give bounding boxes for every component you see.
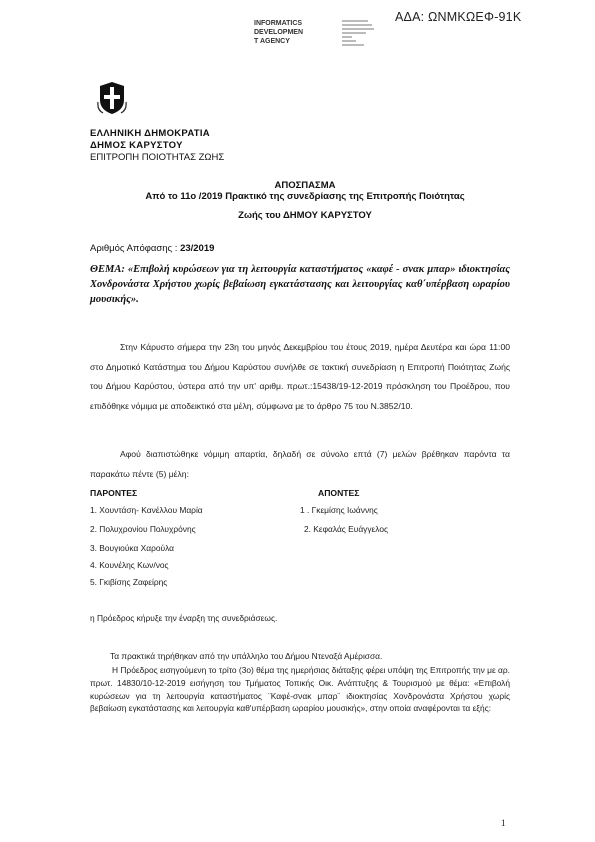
present-member: 4. Κουνέλης Κων/νος bbox=[90, 560, 169, 570]
absent-member: 2. Κεφαλάς Ευάγγελος bbox=[304, 524, 389, 534]
quorum-paragraph: Αφού διαπιστώθηκε νόμιμη απαρτία, δηλαδή σε σύνολο επτά (7) μελών βρέθηκαν παρόντα τα παρακάτω πέντε (5) μέλη: bbox=[90, 449, 510, 479]
minutes-recorder: Τα πρακτικά τηρήθηκαν από την υπάλληλο του Δήμου Ντεναξά Αμέρισσα. bbox=[110, 651, 383, 661]
present-member: 3. Βουγιούκα Χαρούλα bbox=[90, 543, 175, 553]
subject-text: ΘΕΜΑ: «Επιβολή κυρώσεων για τη λειτουργία καταστήματος «καφέ - σνακ μπαρ» ιδιοκτησίας Χονδρονάστα Χρήστου χωρίς βεβαίωση εγκατάστασης και λειτουργίας καθ΄υπέρβαση ωραρίου μουσικής». bbox=[90, 264, 510, 305]
issuer-header bbox=[90, 128, 224, 164]
present-member: 5. Γκιβίσης Ζαφείρης bbox=[90, 577, 168, 587]
page-number: 1 bbox=[501, 818, 506, 828]
present-member: 2. Πολυχρονίου Πολυχρόνης bbox=[90, 524, 196, 534]
absent-label: ΑΠΟΝΤΕΣ bbox=[318, 488, 360, 498]
meeting-paragraph: Στην Κάρυστο σήμερα την 23η του μηνός Δεκεμβρίου του έτους 2019, ημέρα Δευτέρα και ώρα 11:00 στο Δημοτικό Κατάστημα του Δήμου Καρύστου συνήλθε σε τακτική συνεδρίαση η Επιτροπή Ποιότητας Ζωής του Δήμου Καρύστου, ύστερα από την υπ' αριθμ. πρωτ.:15438/19-12-2019 πρόσκληση του Προέδρου, που επιδόθηκε νόμιμα με αποδεικτικό στα μέλη, σύμφωνα με το άρθρο 75 του Ν.3852/10. bbox=[90, 342, 510, 411]
committee-name: ΕΠΙΤΡΟΠΗ ΠΟΙΟΤΗΤΑΣ ΖΩΗΣ bbox=[90, 152, 225, 163]
agency-line-2: DEVELOPMEN bbox=[254, 29, 304, 36]
body-paragraph-1 bbox=[90, 338, 510, 416]
decision-label: Αριθμός Απόφασης : bbox=[90, 243, 178, 254]
title-line-1: Από το 11ο /2019 Πρακτικό της συνεδρίασης της Επιτροπής Ποιότητας bbox=[145, 191, 465, 202]
agency-stamp-smallprint bbox=[342, 19, 376, 50]
opening-statement: η Πρόεδρος κήρυξε την έναρξη της συνεδριάσεως. bbox=[90, 613, 278, 623]
municipality-name: ΔΗΜΟΣ ΚΑΡΥΣΤΟΥ bbox=[90, 140, 183, 151]
president-introduction: Η Πρόεδρος εισηγούμενη το τρίτο (3ο) θέμα της ημερήσιας διάταξης φέρει υπόψη της Επιτροπής την με αρ. πρωτ. 14830/10-12-2019 εισήγηση του Τμήματος Τοπικής Οικ. Ανάπτυξης & Τουρισμού με θέμα: «Επιβολή κυρώσεων για τη λειτουργία καταστήματος ¨Καφέ-σνακ μπαρ¨ ιδιοκτησίας Χονδρονάστα Χρήστου χωρίς βεβαίωση εγκατάστασης και λειτουργία καθ'υπέρβαση ωραρίου μουσικής», στην οποία αναφέρονται τα εξής: bbox=[90, 665, 510, 714]
document-title: ΑΠΟΣΠΑΣΜΑ bbox=[274, 180, 336, 191]
body-paragraph-2 bbox=[90, 445, 510, 484]
agency-line-1: INFORMATICS bbox=[254, 20, 303, 27]
title-line-2: Ζωής του ΔΗΜΟΥ ΚΑΡΥΣΤΟΥ bbox=[238, 210, 372, 221]
present-member: 1. Χουντάση- Κανέλλου Μαρία bbox=[90, 505, 203, 515]
greek-coat-of-arms-icon bbox=[97, 80, 127, 116]
republic-name: ΕΛΛΗΝΙΚΗ ΔΗΜΟΚΡΑΤΙΑ bbox=[90, 128, 210, 139]
agency-line-3: T AGENCY bbox=[254, 38, 290, 45]
absent-member: 1 . Γκεμίσης Ιωάννης bbox=[300, 505, 378, 515]
decision-number bbox=[90, 243, 214, 254]
present-label: ΠΑΡΟΝΤΕΣ bbox=[90, 488, 138, 498]
ada-code: ΑΔΑ: ΩΝΜΚΩΕΦ-91Κ bbox=[395, 10, 522, 24]
signature-stamp-icon bbox=[342, 19, 376, 49]
agency-logo-text bbox=[254, 19, 303, 46]
decision-value: 23/2019 bbox=[180, 243, 215, 254]
